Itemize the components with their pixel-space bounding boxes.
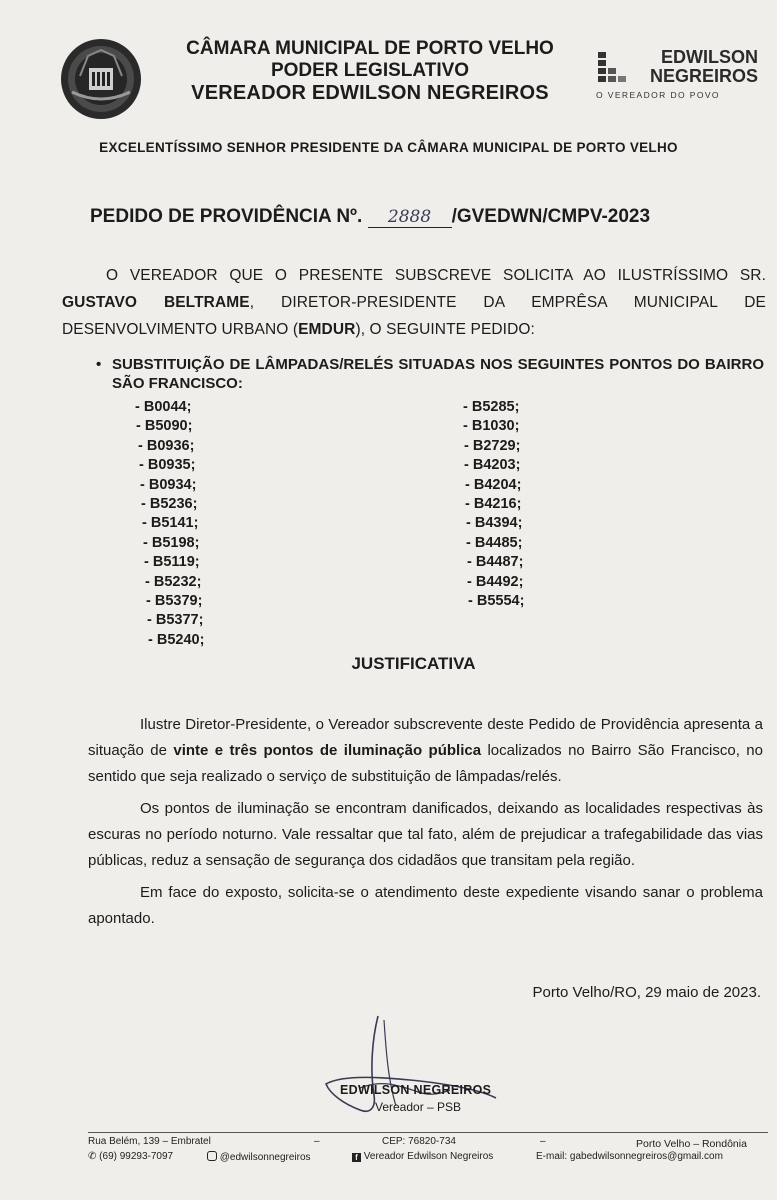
list-item: - B4203; — [464, 457, 521, 474]
brand-name-last: NEGREIROS — [649, 66, 758, 86]
list-item: - B5377; — [147, 612, 204, 629]
list-item: - B2729; — [464, 437, 521, 454]
footer-instagram: @edwilsonnegreiros — [219, 1152, 311, 1163]
justification-paragraph-1 — [88, 712, 763, 790]
list-item: - B5240; — [148, 631, 205, 648]
justification-p1-b: localizados no Bairro São Francisco, no sentido que seja realizado o serviço de substituição de lâmpadas/relés. — [88, 742, 763, 785]
list-item: - B5232; — [145, 573, 202, 590]
list-item: - B4204; — [465, 476, 522, 493]
list-item: - B5141; — [142, 515, 199, 532]
justification-p1-bold: vinte e três pontos de iluminação pública — [173, 742, 482, 759]
signatory-name: EDWILSON NEGREIROS — [340, 1083, 492, 1097]
list-item: - B5119; — [144, 554, 200, 571]
facebook-icon: f — [352, 1153, 361, 1162]
list-item: - B5285; — [463, 399, 520, 415]
points-list-right — [463, 398, 524, 611]
list-item: - B1030; — [463, 418, 520, 435]
intro-part-3: ), O SEGUINTE PEDIDO: — [355, 321, 535, 338]
justification-paragraph-3: Em face do exposto, solicita-se o atendimento deste expediente visando sanar o problema apontado. — [88, 884, 763, 927]
list-item: - B0935; — [139, 457, 196, 474]
list-item: - B5379; — [146, 592, 203, 609]
request-title — [90, 206, 650, 228]
list-item: - B5198; — [143, 534, 200, 551]
footer-city: Porto Velho – Rondônia — [636, 1138, 747, 1150]
request-suffix: /GVEDWN/CMPV-2023 — [451, 206, 651, 227]
list-item: - B4394; — [466, 515, 523, 532]
footer-divider — [88, 1132, 768, 1133]
footer-facebook: Vereador Edwilson Negreiros — [363, 1151, 494, 1162]
footer-facebook-block — [352, 1151, 493, 1162]
list-item: - B5236; — [141, 495, 198, 512]
addressee: EXCELENTÍSSIMO SENHOR PRESIDENTE DA CÂMARA MUNICIPAL DE PORTO VELHO — [99, 140, 678, 155]
request-bullet — [96, 355, 764, 393]
request-number: 2888 — [368, 207, 452, 228]
brand-name-first: EDWILSON — [661, 47, 758, 67]
bullet-text: SUBSTITUIÇÃO DE LÂMPADAS/RELÉS SITUADAS NOS SEGUINTES PONTOS DO BAIRRO SÃO FRANCISCO: — [112, 356, 764, 392]
signatory-role: Vereador – PSB — [375, 1100, 462, 1114]
footer-dash: – — [540, 1136, 546, 1147]
list-item: - B0936; — [138, 437, 195, 454]
intro-part-1: O VEREADOR QUE O PRESENTE SUBSCREVE SOLICITA AO ILUSTRÍSSIMO SR. — [106, 267, 766, 284]
justification-title: JUSTIFICATIVA — [351, 654, 476, 673]
list-item: - B0934; — [140, 476, 197, 493]
intro-part-2: , DIRETOR-PRESIDENTE DA EMPRÊSA MUNICIPAL DE DESENVOLVIMENTO URBANO ( — [62, 294, 766, 338]
letterhead-line-3: VEREADOR EDWILSON NEGREIROS — [191, 82, 549, 104]
document-date: Porto Velho/RO, 29 maio de 2023. — [532, 984, 761, 1001]
list-item: - B0044; — [135, 399, 192, 415]
municipal-seal-icon — [58, 36, 144, 122]
letterhead — [160, 38, 580, 104]
justification-paragraph-2: Os pontos de iluminação se encontram danificados, deixando as localidades respectivas às escuras no período noturno. Vale ressaltar que tal fato, além de prejudicar a trafegabilidade das vias públicas, reduz a sensação de segurança dos cidadãos que transitam pela região. — [88, 800, 763, 869]
bullet-icon: • — [96, 356, 102, 373]
footer-phone: (69) 99293-7097 — [99, 1151, 174, 1162]
list-item: - B4492; — [467, 573, 524, 590]
points-list-left — [135, 398, 204, 650]
footer-instagram-block — [207, 1151, 311, 1163]
list-item: - B4485; — [466, 534, 523, 551]
brand-name — [630, 48, 758, 86]
request-prefix: PEDIDO DE PROVIDÊNCIA Nº. — [90, 206, 363, 227]
footer-cep: CEP: 76820-734 — [382, 1136, 456, 1147]
justification-p1-a: Ilustre Diretor-Presidente, o Vereador subscrevente deste Pedido de Providência apresenta a situação de — [88, 716, 763, 759]
footer-dash: – — [314, 1136, 320, 1147]
intro-org: EMDUR — [298, 321, 356, 338]
intro-paragraph — [62, 262, 766, 343]
list-item: - B5554; — [468, 592, 525, 609]
bar-logo-icon — [596, 50, 632, 88]
footer-phone-block — [88, 1151, 173, 1162]
footer-address: Rua Belém, 139 – Embratel — [88, 1136, 211, 1147]
footer-email: E-mail: gabedwilsonnegreiros@gmail.com — [536, 1151, 723, 1162]
letterhead-line-2: PODER LEGISLATIVO — [270, 60, 470, 81]
brand-tagline: O VEREADOR DO POVO — [596, 90, 720, 100]
list-item: - B4216; — [465, 495, 522, 512]
justification-body — [88, 712, 763, 938]
whatsapp-icon: ✆ — [88, 1151, 97, 1162]
list-item: - B5090; — [136, 418, 193, 435]
list-item: - B4487; — [467, 554, 524, 571]
letterhead-line-1: CÂMARA MUNICIPAL DE PORTO VELHO — [186, 38, 554, 59]
intro-recipient-name: GUSTAVO BELTRAME — [62, 294, 250, 311]
brand-logo — [596, 46, 766, 106]
instagram-icon — [207, 1151, 217, 1161]
